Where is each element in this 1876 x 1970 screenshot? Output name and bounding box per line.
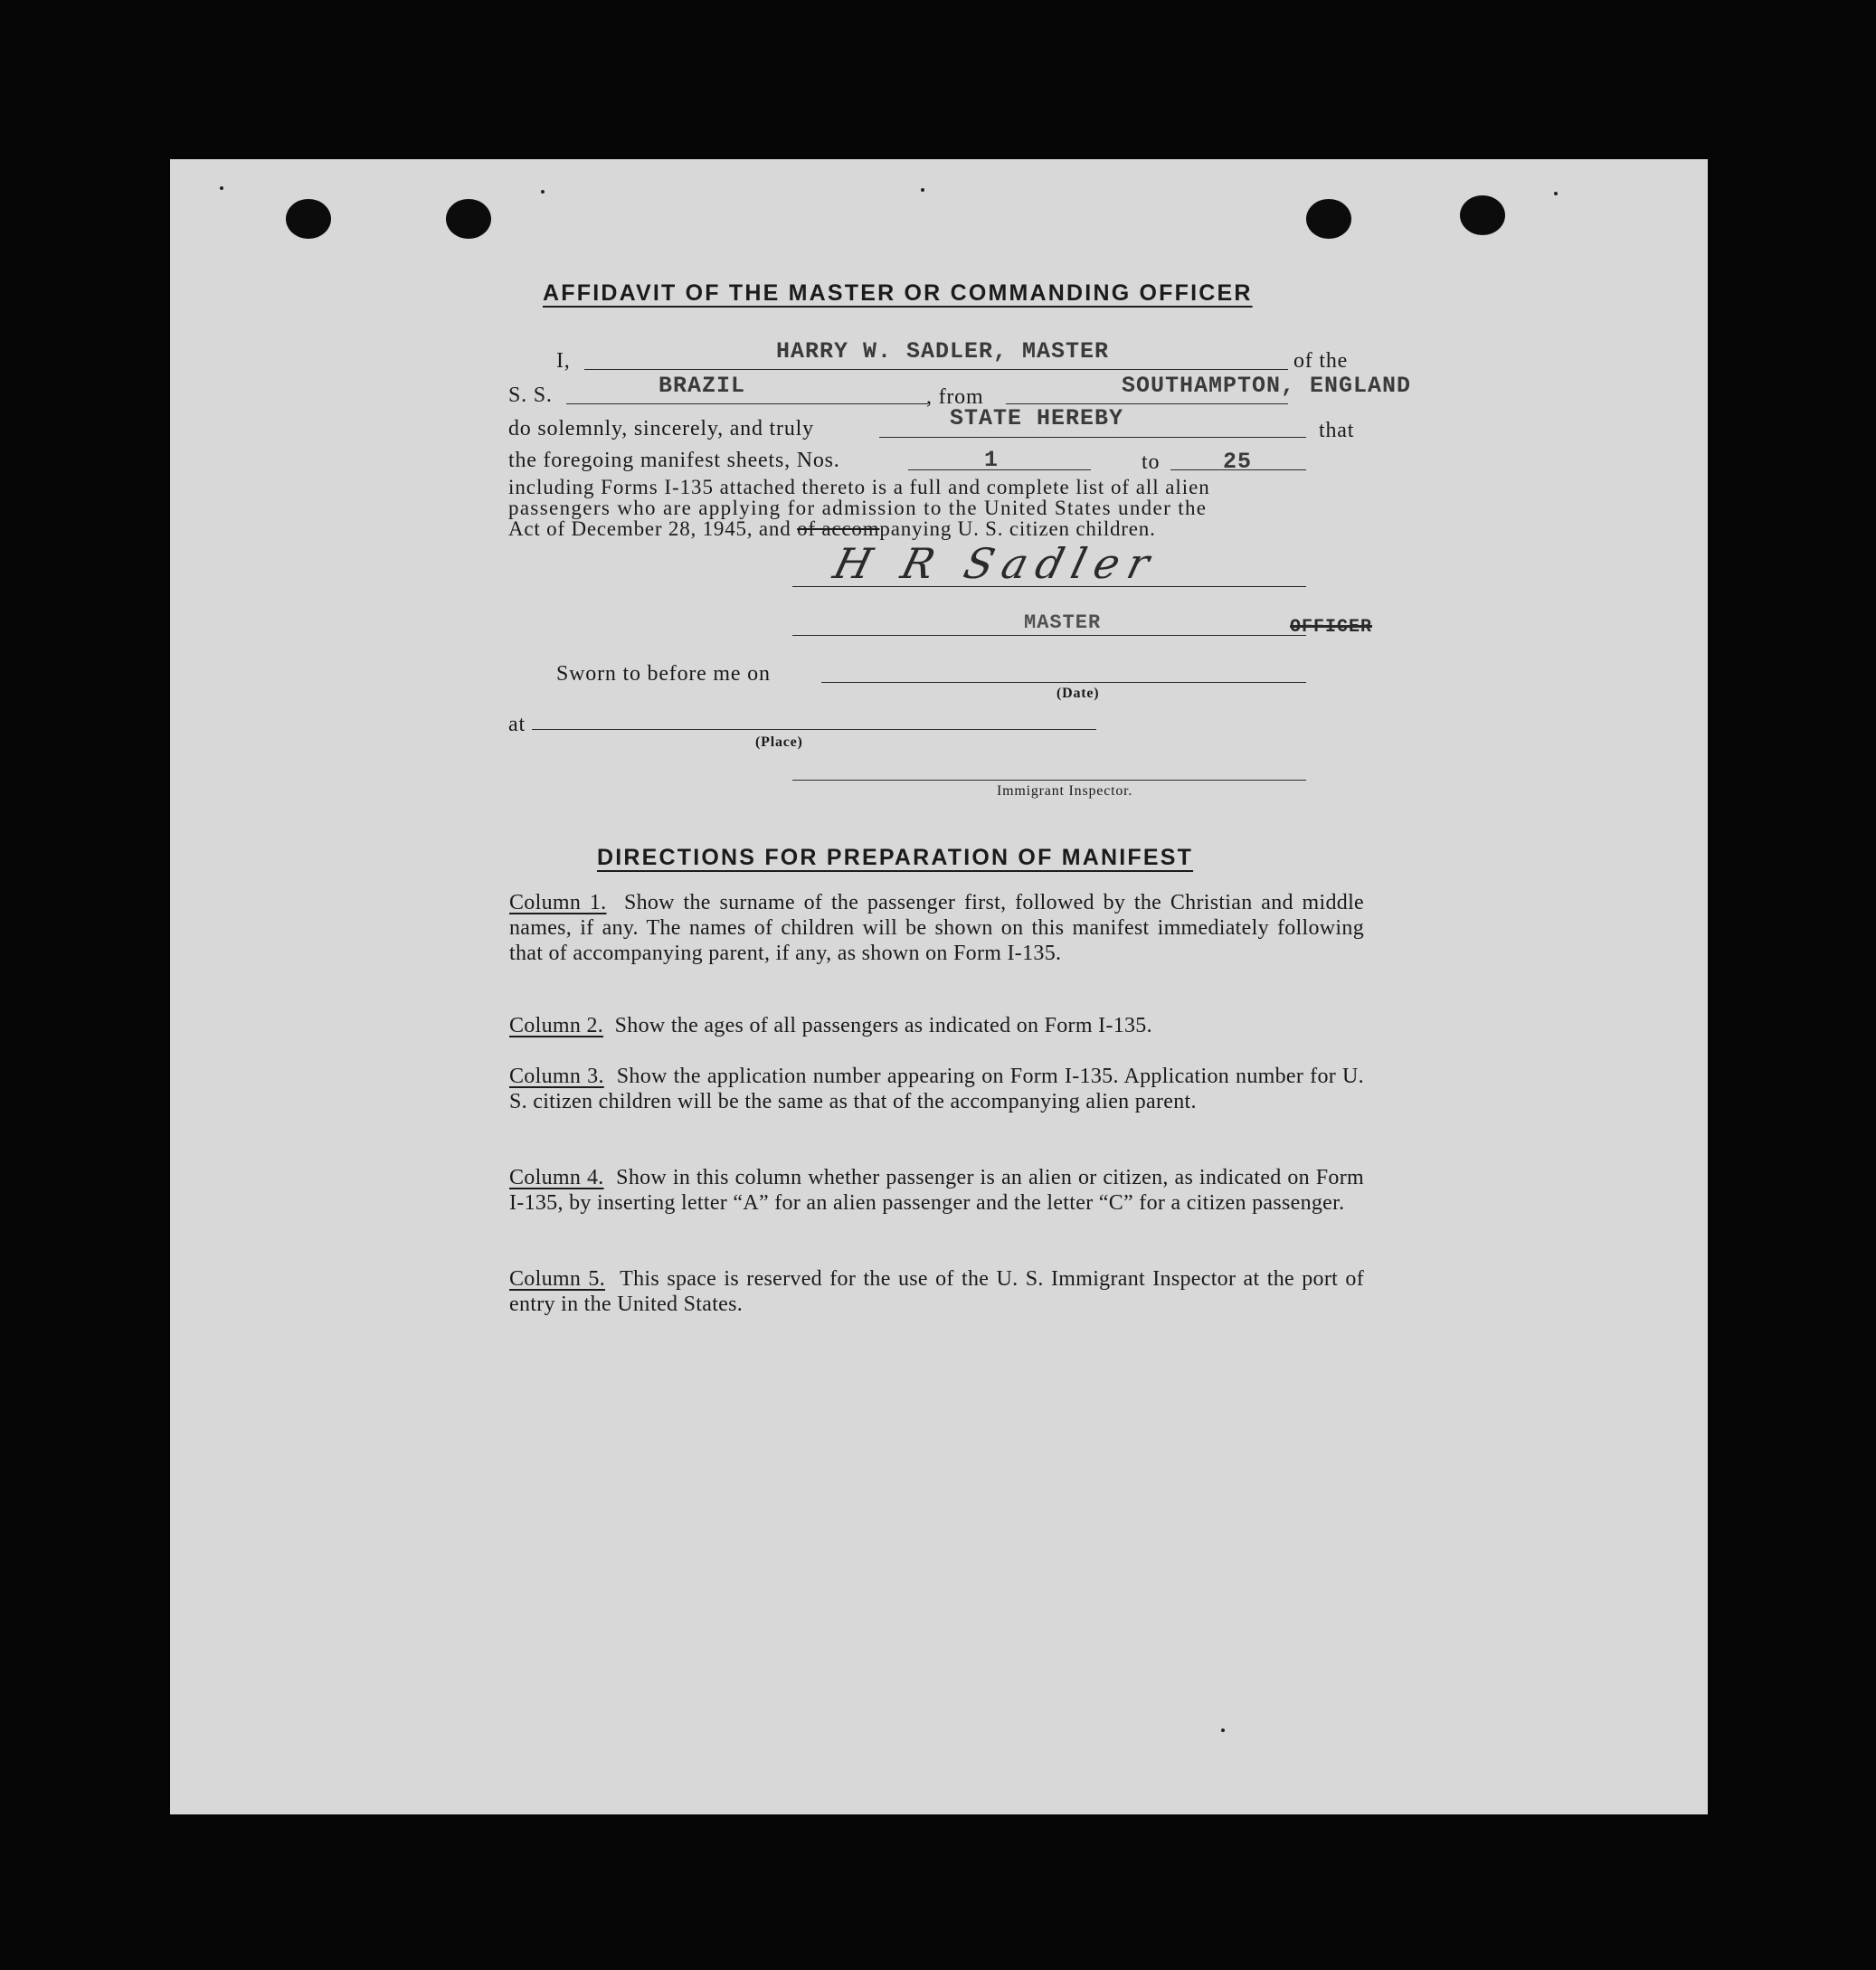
date-caption: (Date) — [1056, 686, 1100, 701]
inspector-caption: Immigrant Inspector. — [997, 783, 1133, 799]
speck — [220, 186, 223, 190]
body-line-3b: panying U. S. citizen children. — [879, 517, 1156, 540]
speck — [1221, 1728, 1225, 1732]
sworn-text: Sworn to before me on — [556, 662, 771, 686]
label-to: to — [1142, 450, 1161, 474]
solemnly-text: do solemnly, sincerely, and truly — [508, 417, 814, 440]
speck — [1554, 192, 1558, 195]
punch-hole — [1460, 195, 1505, 235]
name-line — [584, 369, 1288, 370]
sheet-from-number: 1 — [984, 447, 1000, 473]
label-at: at — [508, 713, 526, 736]
body-line-1: including Forms I-135 attached thereto is a full and complete list of all alien — [508, 476, 1210, 498]
signer-title: MASTER — [1024, 611, 1102, 634]
column-4-text: Show in this column whether passenger is an alien or citizen, as indicated on Form I-135, by inserting letter “A” for an alien passenger and the letter “C” for a citizen passenger. — [509, 1166, 1364, 1215]
manifest-sheets-text: the foregoing manifest sheets, Nos. — [508, 449, 840, 472]
column-5-label: Column 5. — [509, 1267, 606, 1291]
direction-column-1 — [509, 890, 1364, 966]
master-signature: H R Sadler — [829, 539, 1164, 588]
direction-column-5 — [509, 1266, 1364, 1317]
ship-name: BRAZIL — [658, 373, 746, 399]
master-name: HARRY W. SADLER, MASTER — [776, 338, 1110, 365]
affidavit-title: AFFIDAVIT OF THE MASTER OR COMMANDING OFFICER — [543, 280, 1253, 306]
document-page — [170, 159, 1708, 1814]
label-from: , from — [926, 385, 984, 409]
column-1-label: Column 1. — [509, 891, 607, 914]
punch-hole — [286, 199, 331, 239]
departure-port: SOUTHAMPTON, ENGLAND — [1122, 373, 1412, 399]
speck — [921, 188, 924, 192]
punch-hole — [446, 199, 491, 239]
column-2-text: Show the ages of all passengers as indicated on Form I-135. — [614, 1014, 1152, 1037]
label-that: that — [1319, 419, 1355, 442]
sheet-to-number: 25 — [1223, 449, 1253, 475]
signature-line — [792, 586, 1306, 587]
directions-title: DIRECTIONS FOR PREPARATION OF MANIFEST — [597, 845, 1194, 870]
struck-officer: OFFICER — [1290, 617, 1373, 638]
state-line — [879, 437, 1306, 438]
place-caption: (Place) — [755, 734, 803, 750]
label-of-the: of the — [1293, 349, 1349, 373]
place-line — [532, 729, 1096, 730]
column-1-text: Show the surname of the passenger first, followed by the Christian and middle names, if any. The names of children will be shown on this manifest immediately following that of accompanying parent, if any, as shown on Form I-135. — [509, 891, 1364, 965]
struck-text: of accom — [797, 517, 880, 540]
body-line-3 — [508, 517, 1156, 541]
speck — [541, 190, 545, 194]
punch-hole — [1306, 199, 1351, 239]
column-3-label: Column 3. — [509, 1065, 604, 1088]
column-3-text: Show the application number appearing on Form I-135. Application number for U. S. citizen children will be the same as that of the accompanying alien parent. — [509, 1065, 1364, 1113]
sheet-from-line — [908, 469, 1091, 470]
column-5-text: This space is reserved for the use of the U. S. Immigrant Inspector at the port of entry in the United States. — [509, 1267, 1364, 1316]
ship-line — [566, 403, 928, 404]
body-line-3a: Act of December 28, 1945, and — [508, 517, 791, 540]
direction-column-4 — [509, 1165, 1364, 1216]
direction-column-3 — [509, 1064, 1364, 1114]
state-hereby: STATE HEREBY — [950, 405, 1124, 431]
inspector-line — [792, 780, 1306, 781]
title-line — [792, 635, 1306, 636]
column-2-label: Column 2. — [509, 1014, 604, 1037]
date-line — [821, 682, 1306, 683]
label-i: I, — [556, 349, 571, 373]
port-line — [1006, 403, 1288, 404]
label-ss: S. S. — [508, 384, 553, 407]
direction-column-2 — [509, 1013, 1364, 1038]
body-line-2: passengers who are applying for admission to the United States under the — [508, 497, 1208, 519]
column-4-label: Column 4. — [509, 1166, 604, 1189]
